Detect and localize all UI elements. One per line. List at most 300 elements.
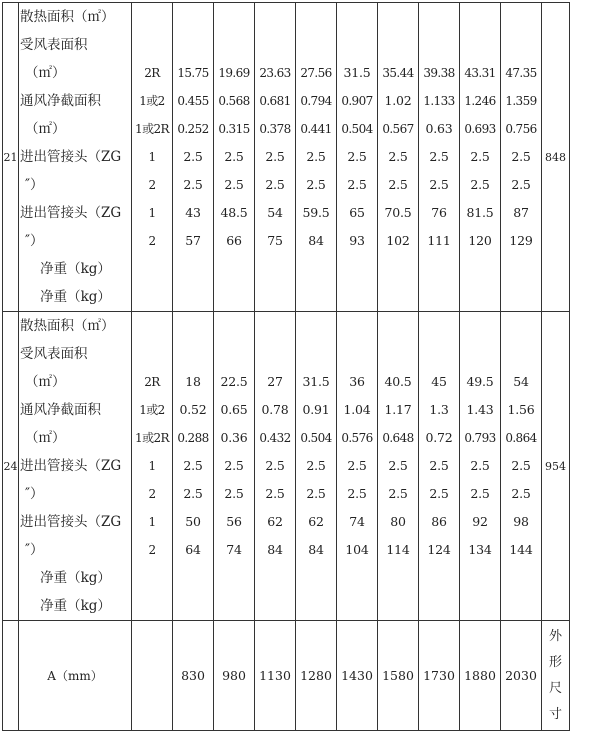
table-cell-value (337, 283, 377, 311)
table-cell-value (419, 340, 459, 368)
table-cell-value: 1.3 (429, 402, 449, 417)
dimension-row-value: 1430 (341, 668, 373, 683)
table-cell-value: 2.5 (224, 149, 244, 164)
table-cell-value (378, 283, 418, 311)
row-label: 受风表面积 (20, 37, 88, 53)
row-code: 2 (148, 487, 156, 501)
row-code: 1或2R (135, 431, 169, 445)
table-cell-value (214, 255, 254, 283)
row-code: 2R (144, 375, 160, 389)
row-code (132, 564, 172, 592)
dimension-row-value: 1280 (300, 668, 332, 683)
table-cell-value: 120 (468, 233, 492, 248)
model-column-cell (419, 3, 460, 312)
table-cell-value: 0.681 (259, 94, 291, 108)
table-cell-value: 15.75 (177, 66, 209, 80)
side-label-char: 尺 (548, 680, 562, 696)
row-label: 进出管接头（ZG (20, 514, 122, 530)
model-column-cell (296, 312, 337, 621)
model-column-cell (501, 312, 542, 621)
table-cell-value (378, 592, 418, 620)
table-cell-value (337, 255, 377, 283)
table-cell-value (378, 340, 418, 368)
table-cell-value: 23.63 (259, 66, 291, 80)
table-cell-value: 93 (349, 233, 365, 248)
table-cell-value: 2.5 (429, 486, 449, 501)
row-code (132, 340, 172, 368)
table-cell-value: 2.5 (429, 149, 449, 164)
dimension-row-value-cell (501, 621, 542, 731)
table-cell-value: 144 (509, 542, 533, 557)
table-cell-value: 2.5 (429, 177, 449, 192)
model-column-cell (501, 3, 542, 312)
table-cell-value (460, 31, 500, 59)
group-id: 24 (3, 459, 18, 473)
table-cell-value: 2.5 (511, 486, 531, 501)
table-cell-value: 2.5 (265, 458, 285, 473)
table-cell-value (214, 312, 254, 340)
table-cell-value: 0.567 (382, 122, 414, 136)
row-label: 净重（kg） (40, 570, 111, 586)
table-cell-value (173, 312, 213, 340)
table-cell-value (501, 283, 541, 311)
model-column-cell (460, 312, 501, 621)
table-cell-value: 54 (513, 374, 529, 389)
table-cell-value (173, 340, 213, 368)
table-cell-value: 1.246 (464, 94, 496, 108)
table-cell-value: 0.568 (218, 94, 250, 108)
dimension-row-value: 2030 (505, 668, 537, 683)
table-cell-value (255, 312, 295, 340)
table-cell-value: 43 (185, 205, 201, 220)
group-row (3, 312, 570, 621)
group-row (3, 3, 570, 312)
table-cell-value (296, 255, 336, 283)
table-cell-value (419, 312, 459, 340)
table-cell-value (296, 31, 336, 59)
row-label: ″） (25, 542, 44, 558)
table-cell-value (378, 3, 418, 31)
table-cell-value: 2.5 (347, 458, 367, 473)
dimension-row-value-cell (296, 621, 337, 731)
side-label-char: 外 (548, 628, 562, 644)
table-cell-value: 87 (513, 205, 529, 220)
table-cell-value: 114 (386, 542, 410, 557)
table-cell-value: 64 (185, 542, 201, 557)
row-code (132, 312, 172, 340)
row-label: （㎡） (25, 121, 66, 137)
table-cell-value: 0.252 (177, 122, 209, 136)
row-code: 2 (148, 178, 156, 192)
table-cell-value: 2.5 (429, 458, 449, 473)
table-cell-value (255, 592, 295, 620)
table-cell-value (501, 3, 541, 31)
table-cell-value: 2.5 (265, 149, 285, 164)
dimension-row-value-cell (214, 621, 255, 731)
table-cell-value: 0.288 (177, 431, 209, 445)
dimension-row-value: 830 (181, 668, 205, 683)
row-code: 1 (148, 515, 156, 529)
table-cell-value: 0.455 (177, 94, 209, 108)
dimension-row-value-cell (378, 621, 419, 731)
table-cell-value: 2.5 (511, 149, 531, 164)
table-cell-value: 104 (345, 542, 369, 557)
table-cell-value: 0.78 (261, 402, 289, 417)
table-cell-value (337, 564, 377, 592)
row-code (132, 31, 172, 59)
table-cell-value (255, 340, 295, 368)
table-cell-value: 0.432 (259, 431, 291, 445)
table-cell-value (460, 564, 500, 592)
table-cell-value: 2.5 (183, 458, 203, 473)
table-cell-value: 2.5 (183, 486, 203, 501)
model-column-cell (378, 312, 419, 621)
row-code: 1 (148, 459, 156, 473)
table-cell-value (501, 340, 541, 368)
row-label: 进出管接头（ZG (20, 205, 122, 221)
table-cell-value (460, 3, 500, 31)
row-code (132, 283, 172, 311)
table-cell-value: 2.5 (306, 149, 326, 164)
table-cell-value: 111 (427, 233, 451, 248)
table-cell-value (378, 255, 418, 283)
table-cell-value: 59.5 (302, 205, 330, 220)
dimension-row-value: 980 (222, 668, 246, 683)
group-id: 21 (3, 150, 18, 164)
table-cell-value (173, 31, 213, 59)
row-label: （㎡） (25, 65, 66, 81)
row-code: 2 (148, 234, 156, 248)
table-cell-value: 31.5 (343, 65, 371, 80)
table-cell-value: 70.5 (384, 205, 412, 220)
dimension-row-value-cell (255, 621, 296, 731)
table-cell-value: 1.359 (505, 94, 537, 108)
dimension-value: 954 (545, 459, 566, 473)
table-cell-value: 84 (308, 542, 324, 557)
table-cell-value: 2.5 (224, 486, 244, 501)
side-label-cell (542, 621, 570, 731)
table-cell-value (337, 592, 377, 620)
table-cell-value: 0.65 (220, 402, 248, 417)
table-cell-value: 1.02 (384, 93, 412, 108)
table-cell-value: 81.5 (466, 205, 494, 220)
table-cell-value: 0.793 (464, 431, 496, 445)
dimension-label-cell (19, 621, 132, 731)
side-label-char: 形 (548, 654, 562, 670)
table-cell-value: 74 (226, 542, 242, 557)
row-code: 1 (148, 150, 156, 164)
table-cell-value: 36 (349, 374, 365, 389)
table-cell-value: 2.5 (265, 177, 285, 192)
table-cell-value: 134 (468, 542, 492, 557)
model-column-cell (255, 312, 296, 621)
row-code-cell (132, 3, 173, 312)
table-cell-value: 2.5 (470, 458, 490, 473)
spec-table (2, 2, 570, 731)
table-cell-value (255, 31, 295, 59)
dimension-row-value: 1880 (464, 668, 496, 683)
table-cell-value: 65 (349, 205, 365, 220)
table-cell-value: 2.5 (224, 177, 244, 192)
table-cell-value: 35.44 (382, 66, 414, 80)
table-cell-value (501, 31, 541, 59)
row-label: 进出管接头（ZG (20, 149, 122, 165)
table-cell-value: 2.5 (511, 177, 531, 192)
table-cell-value: 84 (308, 233, 324, 248)
row-label: ″） (25, 233, 44, 249)
table-cell-value (460, 255, 500, 283)
table-cell-value (173, 255, 213, 283)
table-cell-value (337, 3, 377, 31)
table-cell-value: 62 (267, 514, 283, 529)
model-column-cell (214, 312, 255, 621)
table-cell-value: 2.5 (306, 486, 326, 501)
table-cell-value (255, 255, 295, 283)
table-cell-value (501, 564, 541, 592)
table-cell-value: 50 (185, 514, 201, 529)
table-cell-value: 98 (513, 514, 529, 529)
table-cell-value: 0.441 (300, 122, 332, 136)
table-cell-value: 102 (386, 233, 410, 248)
dimension-row-value-cell (337, 621, 378, 731)
row-code: 2R (144, 66, 160, 80)
table-cell-value (419, 592, 459, 620)
table-cell-value (173, 592, 213, 620)
table-cell-value (378, 564, 418, 592)
table-cell-value: 129 (509, 233, 533, 248)
table-cell-value: 19.69 (218, 66, 250, 80)
table-cell-value: 92 (472, 514, 488, 529)
table-cell-value: 43.31 (464, 66, 496, 80)
table-cell-value: 0.648 (382, 431, 414, 445)
table-cell-value (296, 340, 336, 368)
table-cell-value (419, 31, 459, 59)
row-label: （㎡） (25, 374, 66, 390)
row-label: （㎡） (25, 430, 66, 446)
model-column-cell (173, 312, 214, 621)
table-cell-value (419, 255, 459, 283)
table-cell-value (214, 3, 254, 31)
table-cell-value: 2.5 (470, 149, 490, 164)
table-cell-value (214, 564, 254, 592)
dimension-cell (542, 312, 570, 621)
table-cell-value (337, 31, 377, 59)
row-code (132, 255, 172, 283)
table-cell-value (214, 592, 254, 620)
table-cell-value (460, 283, 500, 311)
table-cell-value: 0.504 (300, 431, 332, 445)
table-cell-value (296, 3, 336, 31)
table-cell-value: 0.91 (302, 402, 330, 417)
table-cell-value: 2.5 (183, 177, 203, 192)
table-cell-value (173, 3, 213, 31)
table-cell-value: 124 (427, 542, 451, 557)
table-cell-value: 0.315 (218, 122, 250, 136)
table-cell-value: 84 (267, 542, 283, 557)
row-label: 净重（kg） (40, 598, 111, 614)
row-label: 受风表面积 (20, 346, 88, 362)
table-cell-value: 2.5 (388, 486, 408, 501)
table-cell-value (501, 592, 541, 620)
table-cell-value (214, 31, 254, 59)
table-cell-value (296, 312, 336, 340)
dimension-row-value-cell (419, 621, 460, 731)
table-cell-value: 2.5 (388, 458, 408, 473)
table-cell-value: 0.693 (464, 122, 496, 136)
table-cell-value: 56 (226, 514, 242, 529)
table-cell-value (501, 312, 541, 340)
dimension-row-value: 1130 (259, 668, 291, 683)
table-cell-value: 0.504 (341, 122, 373, 136)
table-cell-value: 2.5 (347, 486, 367, 501)
table-cell-value: 2.5 (347, 177, 367, 192)
table-cell-value: 0.864 (505, 431, 537, 445)
model-column-cell (255, 3, 296, 312)
table-cell-value: 1.56 (507, 402, 535, 417)
table-cell-value (419, 3, 459, 31)
table-cell-value: 22.5 (220, 374, 248, 389)
table-cell-value (296, 283, 336, 311)
table-cell-value (296, 564, 336, 592)
table-cell-value: 0.756 (505, 122, 537, 136)
table-cell-value: 0.63 (425, 121, 453, 136)
table-cell-value: 2.5 (470, 177, 490, 192)
table-cell-value: 2.5 (388, 177, 408, 192)
model-column-cell (337, 312, 378, 621)
table-cell-value: 39.38 (423, 66, 455, 80)
row-code: 2 (148, 543, 156, 557)
table-cell-value: 47.35 (505, 66, 537, 80)
row-label-cell (19, 3, 132, 312)
table-cell-value: 62 (308, 514, 324, 529)
table-cell-value (173, 564, 213, 592)
row-label: 通风净截面积 (20, 93, 101, 109)
table-cell-value: 31.5 (302, 374, 330, 389)
table-cell-value: 2.5 (306, 177, 326, 192)
table-cell-value (255, 3, 295, 31)
table-cell-value: 57 (185, 233, 201, 248)
dimension-value: 848 (545, 150, 566, 164)
row-label: ″） (25, 177, 44, 193)
row-code: 1或2R (135, 122, 169, 136)
table-cell-value: 76 (431, 205, 447, 220)
table-cell-value (378, 312, 418, 340)
table-cell-value (337, 340, 377, 368)
table-cell-value: 2.5 (388, 149, 408, 164)
dimension-cell (542, 3, 570, 312)
table-cell-value: 0.36 (220, 430, 248, 445)
table-cell-value: 54 (267, 205, 283, 220)
table-cell-value (214, 340, 254, 368)
table-cell-value: 74 (349, 514, 365, 529)
row-code-cell (132, 312, 173, 621)
table-cell-value (419, 283, 459, 311)
table-cell-value: 80 (390, 514, 406, 529)
table-cell-value: 0.576 (341, 431, 373, 445)
model-column-cell (173, 3, 214, 312)
table-cell-value: 2.5 (306, 458, 326, 473)
table-cell-value: 1.43 (466, 402, 494, 417)
table-cell-value (419, 564, 459, 592)
dimension-row-value: 1580 (382, 668, 414, 683)
table-cell-value (296, 592, 336, 620)
table-cell-value: 86 (431, 514, 447, 529)
row-label: 净重（kg） (40, 261, 111, 277)
row-label: 进出管接头（ZG (20, 458, 122, 474)
group-id-cell (3, 3, 19, 312)
row-label: 散热面积（㎡） (20, 9, 115, 25)
table-cell-value (460, 340, 500, 368)
row-label-cell (19, 312, 132, 621)
table-cell-value: 0.72 (425, 430, 453, 445)
model-column-cell (296, 3, 337, 312)
table-cell-value: 0.52 (179, 402, 207, 417)
model-column-cell (460, 3, 501, 312)
table-cell-value: 49.5 (466, 374, 494, 389)
dimension-row-value-cell (460, 621, 501, 731)
table-cell-value: 2.5 (347, 149, 367, 164)
table-cell-value (337, 312, 377, 340)
table-cell-value (173, 283, 213, 311)
table-cell-value: 40.5 (384, 374, 412, 389)
row-label: 散热面积（㎡） (20, 318, 115, 334)
table-cell-value: 27 (267, 374, 283, 389)
table-cell-value: 2.5 (224, 458, 244, 473)
side-label-char: 寸 (548, 706, 562, 722)
row-code: 1或2 (139, 403, 165, 417)
dimension-row (3, 621, 570, 731)
table-cell-value (378, 31, 418, 59)
table-cell-value: 18 (185, 374, 201, 389)
table-cell-value: 0.907 (341, 94, 373, 108)
dimension-label: A（mm） (47, 669, 103, 683)
table-cell-value: 2.5 (183, 149, 203, 164)
table-cell-value: 66 (226, 233, 242, 248)
row-code (132, 3, 172, 31)
row-code: 1 (148, 206, 156, 220)
table-cell-value: 2.5 (470, 486, 490, 501)
dimension-row-value: 1730 (423, 668, 455, 683)
blank-cell (3, 621, 19, 731)
model-column-cell (214, 3, 255, 312)
row-label: 通风净截面积 (20, 402, 101, 418)
table-cell-value (501, 255, 541, 283)
dimension-row-value-cell (173, 621, 214, 731)
table-cell-value: 2.5 (265, 486, 285, 501)
group-id-cell (3, 312, 19, 621)
table-cell-value (214, 283, 254, 311)
table-cell-value (255, 564, 295, 592)
table-cell-value: 1.17 (384, 402, 412, 417)
row-label: ″） (25, 486, 44, 502)
table-cell-value: 27.56 (300, 66, 332, 80)
table-cell-value: 0.794 (300, 94, 332, 108)
table-cell-value (460, 312, 500, 340)
blank-cell (132, 621, 173, 731)
table-cell-value (460, 592, 500, 620)
model-column-cell (337, 3, 378, 312)
row-label: 净重（kg） (40, 289, 111, 305)
table-cell-value: 45 (431, 374, 447, 389)
table-cell-value (255, 283, 295, 311)
model-column-cell (419, 312, 460, 621)
table-cell-value: 1.04 (343, 402, 371, 417)
table-cell-value: 2.5 (511, 458, 531, 473)
table-cell-value: 75 (267, 233, 283, 248)
table-cell-value: 1.133 (423, 94, 455, 108)
row-code (132, 592, 172, 620)
table-cell-value: 0.378 (259, 122, 291, 136)
